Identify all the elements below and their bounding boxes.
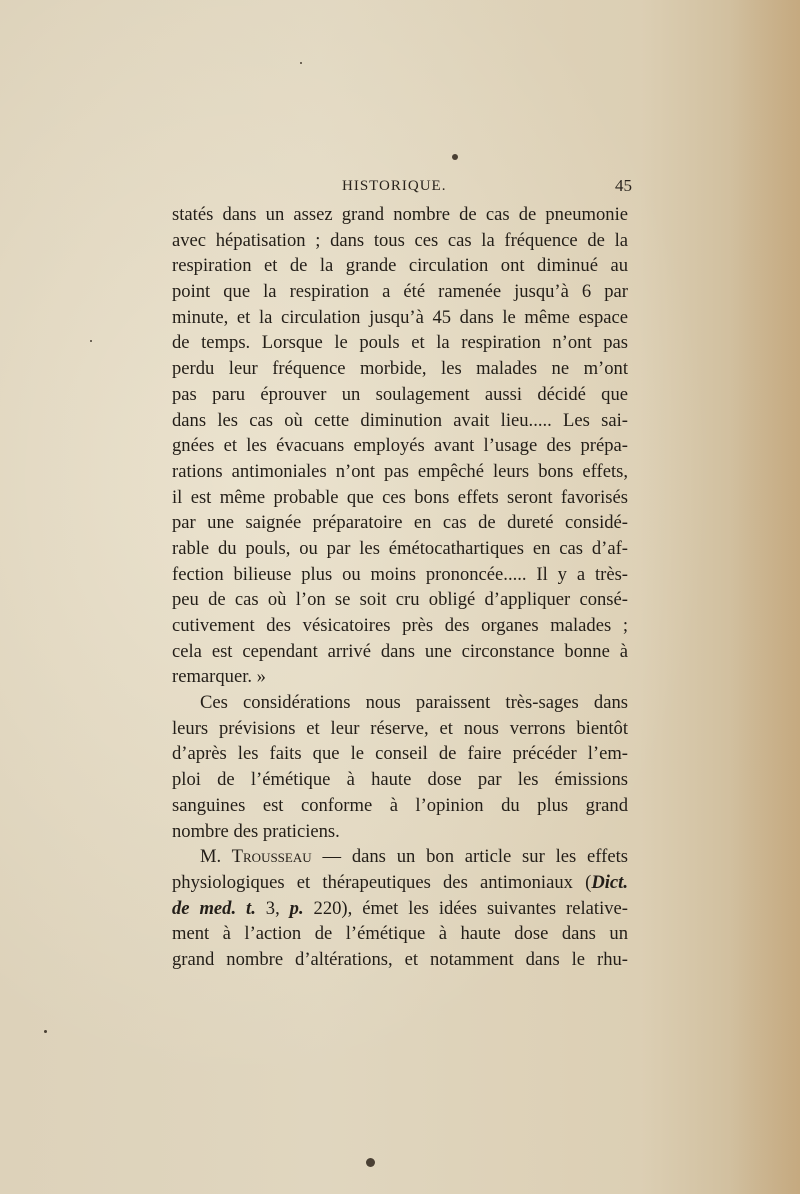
text-segment: — dans un bon article sur les effets	[311, 846, 628, 868]
text-line: il est même probable que ces bons effets seront favorisés	[172, 486, 628, 508]
text-line: avec hépatisation ; dans tous ces cas la fréquence de la	[172, 229, 628, 251]
text-line	[172, 844, 628, 870]
text-line: nombre des praticiens.	[172, 820, 340, 842]
text-line: gnées et les évacuans employés avant l’usage des prépa-	[172, 435, 628, 457]
body-text	[172, 202, 628, 973]
text-line: cutivement des vésicatoires près des organes malades ;	[172, 615, 628, 636]
page-header	[170, 178, 632, 204]
running-head: HISTORIQUE.	[342, 178, 447, 194]
text-line: statés dans un assez grand nombre de cas de pneumonie	[172, 204, 628, 225]
paper-speck	[44, 1030, 47, 1033]
text-line: Ces considérations nous paraissent très-sages dans	[200, 692, 628, 714]
text-line: ment à l’action de l’émétique à haute dose dans un	[172, 923, 628, 945]
paper-speck	[90, 340, 92, 342]
text-line: grand nombre d’altérations, et notamment dans le rhu-	[172, 948, 628, 970]
text-line: perdu leur fréquence morbide, les malades ne m’ont	[172, 358, 628, 380]
text-line: cela est cependant arrivé dans une circonstance bonne à	[172, 640, 628, 662]
text-line: fection bilieuse plus ou moins prononcée..... Il y a très-	[172, 563, 628, 585]
text-line: minute, et la circulation jusqu’à 45 dans le même espace	[172, 306, 628, 328]
paper-speck	[366, 1158, 375, 1167]
text-line: ploi de l’émétique à haute dose par les émissions	[172, 769, 628, 791]
text-line: de temps. Lorsque le pouls et la respiration n’ont pas	[172, 332, 628, 354]
text-segment: 3,	[255, 897, 290, 919]
citation: p.	[289, 897, 304, 919]
text-line: peu de cas où l’on se soit cru obligé d’appliquer consé-	[172, 589, 628, 611]
text-line: pas paru éprouver un soulagement aussi décidé que	[172, 383, 628, 405]
text-line: remarquer. »	[172, 666, 266, 688]
text-line: par une saignée préparatoire en cas de dureté considé-	[172, 512, 628, 534]
author-name: M. Trousseau	[200, 846, 312, 868]
citation: Dict.	[591, 871, 628, 893]
text-segment: physiologiques et thérapeutiques des antimoniaux (	[172, 871, 592, 893]
text-line: dans les cas où cette diminution avait lieu..... Les sai-	[172, 409, 628, 431]
text-line	[172, 896, 628, 922]
paper-speck	[300, 62, 302, 64]
text-line: sanguines est conforme à l’opinion du plus grand	[172, 794, 628, 816]
text-line: rable du pouls, ou par les émétocathartiques en cas d’af-	[172, 537, 628, 559]
text-line: point que la respiration a été ramenée jusqu’à 6 par	[172, 281, 628, 303]
page-edge-stain	[730, 0, 800, 1194]
text-line	[172, 870, 628, 896]
text-segment: 220), émet les idées suivantes relative-	[303, 897, 628, 919]
text-line: d’après les faits que le conseil de faire précéder l’em-	[172, 743, 628, 765]
citation: de med. t.	[172, 897, 256, 919]
text-line: leurs prévisions et leur réserve, et nous verrons bientôt	[172, 717, 628, 739]
page-number: 45	[615, 176, 632, 195]
text-line: rations antimoniales n’ont pas empêché leurs bons effets,	[172, 460, 628, 482]
paper-speck	[452, 154, 458, 160]
text-line: respiration et de la grande circulation ont diminué au	[172, 255, 628, 277]
